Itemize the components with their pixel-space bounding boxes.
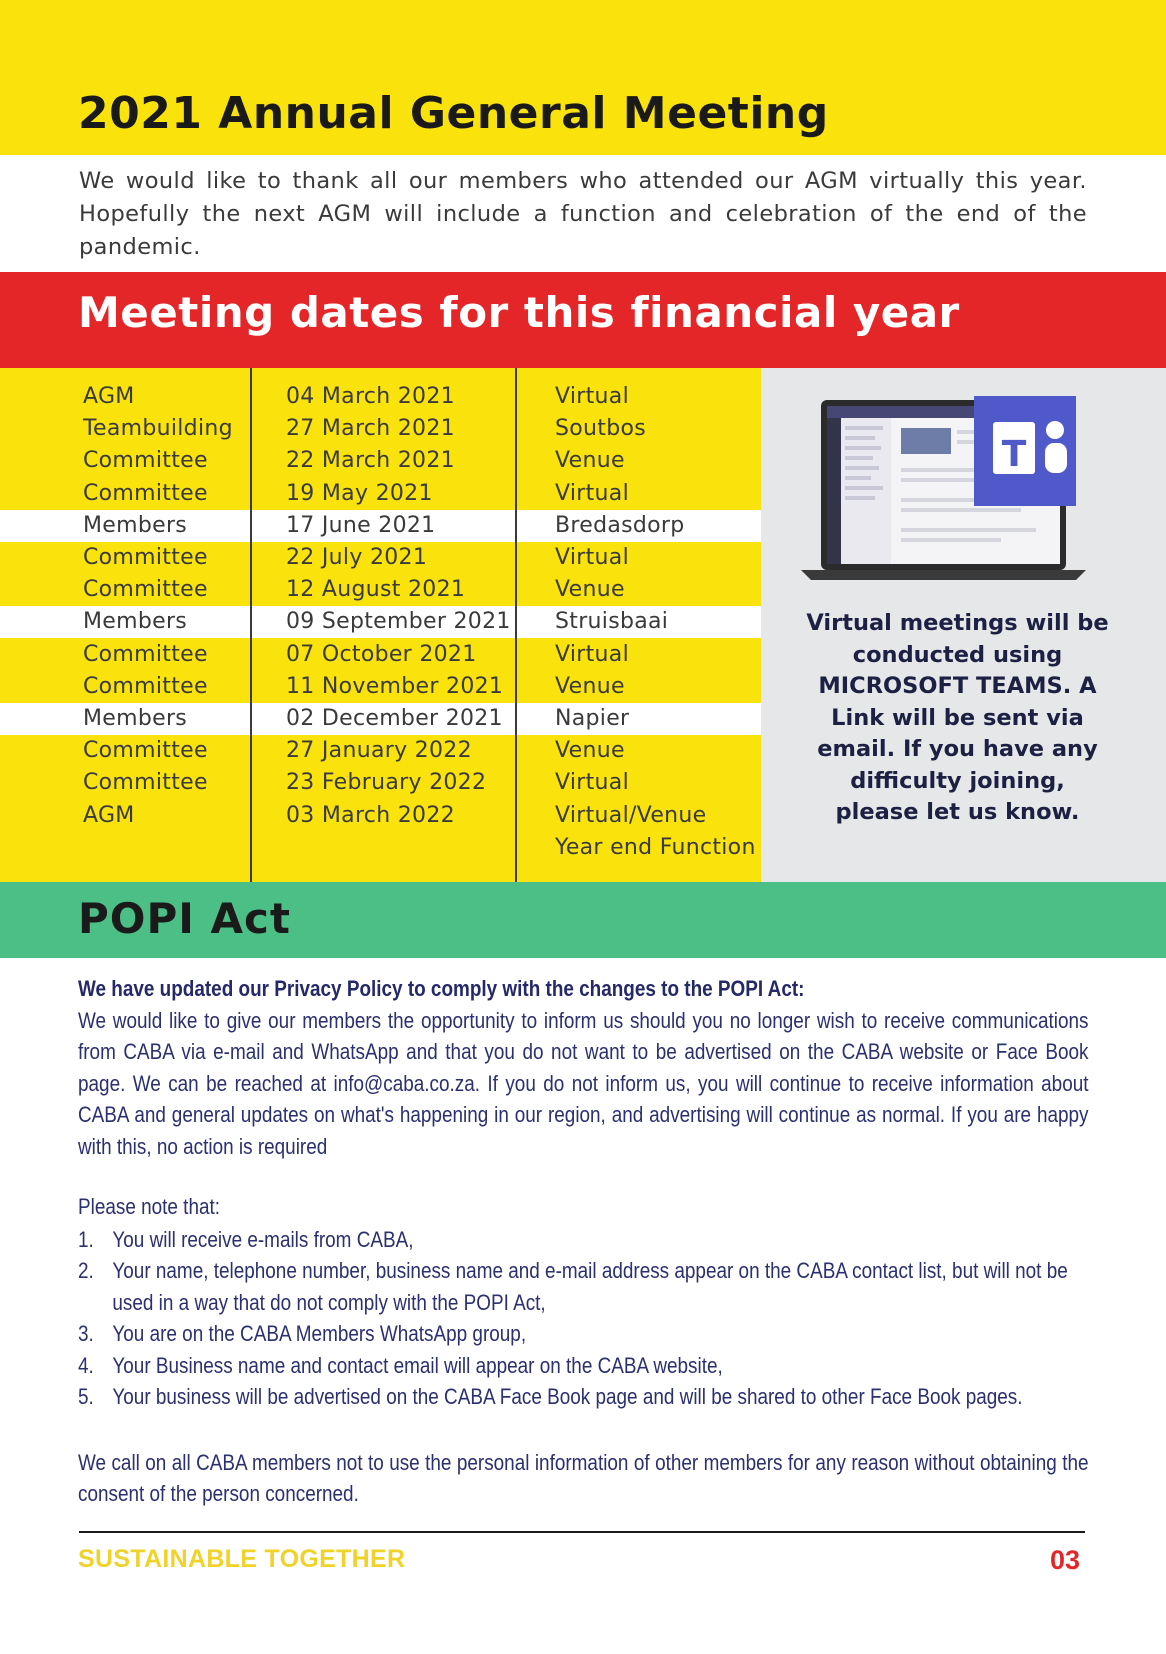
meeting-date: 27 January 2022 <box>286 738 472 764</box>
popi-list <box>78 1224 1089 1412</box>
meeting-type: Members <box>83 706 188 731</box>
meeting-location: Napier <box>555 706 630 731</box>
meeting-date: 07 October 2021 <box>286 641 477 667</box>
meeting-type: Committee <box>83 545 208 570</box>
list-item: 2. Your name, telephone number, business name and e-mail address appear on the CABA contact list, but will not be used in a way that do not comply with the POPI Act, <box>78 1258 1068 1315</box>
meeting-date: 04 March 2021 <box>286 384 455 409</box>
meeting-location: Venue <box>555 448 625 474</box>
meeting-date: 03 March 2022 <box>286 802 455 828</box>
teams-note-text: Virtual meetings will be conducted using MICROSOFT TEAMS. A Link will be sent via email. If you have any difficulty joining, please let us know. <box>806 610 1109 825</box>
column-divider <box>250 368 252 882</box>
meeting-type: Committee <box>83 641 208 667</box>
popi-body-text: We would like to give our members the opportunity to inform us should you no longer wish to receive communications from CABA via e-mail and WhatsApp and that you do not want to be advertised on the CABA website or Face Book page. We can be reached at info@caba.co.za. If you do not inform us, you will continue to receive information about CABA and general updates on what's happening in our region, and advertising will continue as normal. If you are happy with this, no action is required <box>78 1008 1089 1159</box>
meeting-type: Members <box>83 609 188 635</box>
meeting-location: Virtual <box>555 545 629 570</box>
agm-title: 2021 Annual General Meeting <box>78 88 829 139</box>
column-divider <box>515 368 517 882</box>
meeting-row <box>0 671 761 703</box>
laptop-base <box>801 570 1086 580</box>
meeting-schedule-table <box>0 368 761 882</box>
footer-divider <box>79 1531 1085 1533</box>
meeting-row <box>0 445 761 477</box>
meeting-location: Virtual/Venue <box>555 802 707 828</box>
list-item: 4. Your Business name and contact email will appear on the CABA website, <box>78 1352 723 1378</box>
meeting-location: Virtual <box>555 770 629 796</box>
meeting-type: AGM <box>83 802 135 828</box>
meeting-date: 22 March 2021 <box>286 448 455 474</box>
meeting-row <box>0 574 761 606</box>
meeting-row <box>0 413 761 445</box>
meeting-date: 02 December 2021 <box>286 706 503 731</box>
meeting-date: 19 May 2021 <box>286 480 433 506</box>
list-item: 3. You are on the CABA Members WhatsApp group, <box>78 1321 527 1347</box>
meeting-row <box>0 510 761 542</box>
meeting-date: 11 November 2021 <box>286 673 504 699</box>
meeting-location: Venue <box>555 738 625 764</box>
meeting-location: Soutbos <box>555 416 646 442</box>
meeting-type: AGM <box>83 384 135 409</box>
meeting-type: Committee <box>83 480 208 506</box>
meeting-date: 12 August 2021 <box>286 577 466 603</box>
meeting-location: Bredasdorp <box>555 512 685 538</box>
meeting-date: 27 March 2021 <box>286 416 455 442</box>
meeting-type: Members <box>83 512 188 538</box>
meeting-type: Committee <box>83 770 208 796</box>
meeting-row <box>0 381 761 413</box>
meeting-date: 23 February 2022 <box>286 770 487 796</box>
meeting-row <box>0 800 761 832</box>
popi-title: POPI Act <box>78 894 291 943</box>
meeting-location: Venue <box>555 673 625 699</box>
meeting-location: Venue <box>555 577 625 603</box>
meeting-row <box>0 703 761 735</box>
popi-closing-text: We call on all CABA members not to use the personal information of other members for any reason without obtaining the consent of the person concerned. <box>78 1450 1089 1507</box>
meeting-dates-title: Meeting dates for this financial year <box>78 288 960 337</box>
meeting-location: Virtual <box>555 641 629 667</box>
meeting-row <box>0 767 761 799</box>
meeting-row <box>0 606 761 638</box>
meeting-type: Committee <box>83 673 208 699</box>
meeting-type: Committee <box>83 577 208 603</box>
meeting-row <box>0 639 761 671</box>
meeting-location: Virtual <box>555 384 629 409</box>
popi-note-label: Please note that: <box>78 1194 221 1219</box>
laptop-teams-illustration <box>761 368 1166 588</box>
teams-logo-letter: T <box>1001 434 1027 475</box>
meeting-row <box>0 478 761 510</box>
meeting-row <box>0 735 761 767</box>
meeting-location: Struisbaai <box>555 609 669 635</box>
popi-heading: We have updated our Privacy Policy to comply with the changes to the POPI Act: <box>78 976 805 1001</box>
meeting-row <box>0 832 761 864</box>
list-item: 5. Your business will be advertised on the CABA Face Book page and will be shared to other Face Book pages. <box>78 1384 1023 1410</box>
meeting-type: Committee <box>83 448 208 474</box>
agm-intro-text: We would like to thank all our members who attended our AGM virtually this year. Hopefully the next AGM will include a function and celebration of the end of the pandemic. <box>79 168 1087 260</box>
meeting-location: Year end Function <box>555 834 756 860</box>
meeting-location: Virtual <box>555 480 629 506</box>
meeting-date: 22 July 2021 <box>286 545 428 570</box>
meeting-date: 09 September 2021 <box>286 609 511 635</box>
footer-tagline: SUSTAINABLE TOGETHER <box>78 1545 406 1573</box>
page-number: 03 <box>1050 1545 1081 1575</box>
meeting-type: Teambuilding <box>83 416 233 442</box>
list-item: 1. You will receive e-mails from CABA, <box>78 1227 414 1252</box>
meeting-date: 17 June 2021 <box>286 512 436 538</box>
meeting-type: Committee <box>83 738 208 764</box>
meeting-row <box>0 542 761 574</box>
